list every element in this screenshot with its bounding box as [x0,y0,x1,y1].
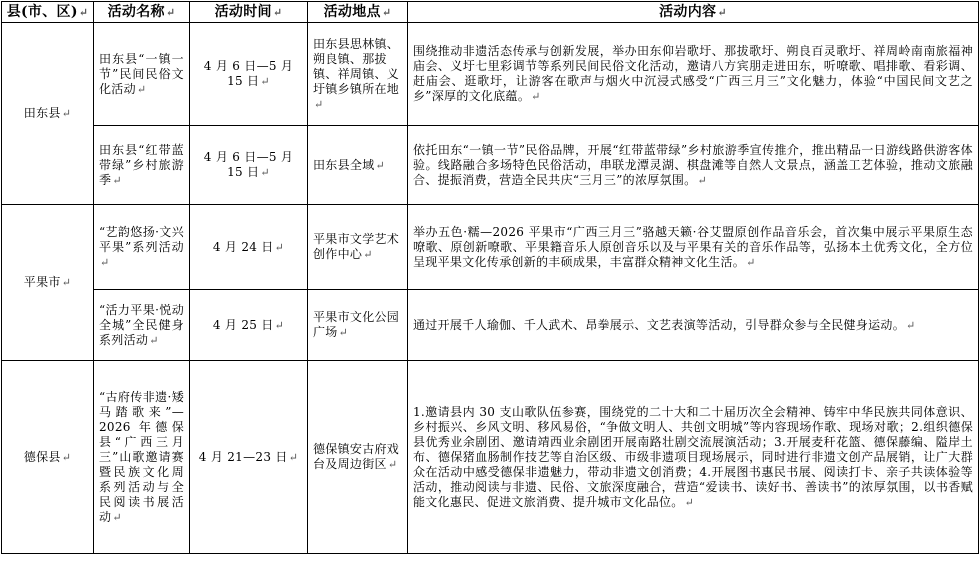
paragraph-mark-icon: ↵ [112,510,122,524]
paragraph-mark-icon: ↵ [375,158,386,172]
activity-place-cell: 田东县思林镇、朔良镇、那拔镇、祥周镇、义圩镇乡镇所在地↵ [308,23,408,126]
paragraph-mark-icon: ↵ [100,255,110,269]
county-cell: 田东县↵ [2,23,94,205]
paragraph-mark-icon: ↵ [260,75,270,88]
paragraph-mark-icon: ↵ [697,173,708,187]
paragraph-mark-icon: ↵ [381,5,392,19]
activity-name-cell: “活力平果·悦动全城”全民健身系列活动↵ [94,290,190,361]
activity-name-cell: “艺韵悠扬·文兴平果”系列活动↵ [94,205,190,290]
paragraph-mark-icon: ↵ [61,107,72,120]
paragraph-mark-icon: ↵ [61,276,72,289]
table-row [2,290,979,361]
paragraph-mark-icon: ↵ [338,326,349,339]
paragraph-mark-icon: ↵ [78,5,89,19]
activity-time-cell: 4 月 25 日↵ [190,290,308,361]
paragraph-mark-icon: ↵ [274,318,285,332]
paragraph-mark-icon: ↵ [363,248,373,261]
activity-content-cell: 围绕推动非遗活态传承与创新发展，举办田东仰岩歌圩、那拔歌圩、朔良百灵歌圩、祥周岭南南旅福神庙会、义圩七里彩调节等系列民间民俗文化活动，邀请八方宾朋走进田东，听嘹歌、唱排歌、看彩调、赶庙会、逛歌圩，让游客在歌声与烟火中沉浸式感受“广西三月三”文化魅力，体验“中国民间文艺之乡”深厚的文化底蕴。↵ [408,23,979,126]
table-row [2,126,979,205]
header-place: 活动地点↵ [308,2,408,23]
paragraph-mark-icon: ↵ [260,166,270,179]
paragraph-mark-icon: ↵ [717,5,727,19]
paragraph-mark-icon: ↵ [684,495,695,509]
paragraph-mark-icon: ↵ [274,240,285,254]
paragraph-mark-icon: ↵ [136,82,147,96]
activity-name-cell: 田东县“红带蓝带绿”乡村旅游季↵ [94,126,190,205]
header-content: 活动内容↵ [408,2,979,23]
table-row [2,361,979,554]
activity-time-cell: 4 月 6 日—5 月 15 日↵ [190,23,308,126]
paragraph-mark-icon: ↵ [272,5,283,19]
paragraph-mark-icon: ↵ [165,5,176,19]
activity-place-cell: 德保镇安古府戏台及周边街区↵ [308,361,408,554]
paragraph-mark-icon: ↵ [149,333,159,347]
paragraph-mark-icon: ↵ [288,450,299,464]
activity-content-cell: 通过开展千人瑜伽、千人武术、昂拳展示、文艺表演等活动，引导群众参与全民健身运动。↵ [408,290,979,361]
activity-place-cell: 田东县全域↵ [308,126,408,205]
county-cell: 平果市↵ [2,205,94,361]
paragraph-mark-icon: ↵ [906,318,916,332]
activity-time-cell: 4 月 6 日—5 月 15 日↵ [190,126,308,205]
paragraph-mark-icon: ↵ [61,450,72,464]
paragraph-mark-icon: ↵ [746,255,756,269]
activity-time-cell: 4 月 24 日↵ [190,205,308,290]
table-row [2,23,979,126]
activity-content-cell: 举办五色·糯—2026 平果市“广西三月三”骆越天籁·谷艾盟原创作品音乐会，首次集中展示平果原生态嘹歌、原创新嘹歌、平果籍音乐人原创音乐以及与平果有关的音乐作品等，弘扬本土优秀文化，全方位呈现平果文化传承创新的丰硕成果，丰富群众精神文化生活。↵ [408,205,979,290]
activity-place-cell: 平果市文学艺术创作中心↵ [308,205,408,290]
activity-content-cell: 依托田东“一镇一节”民俗品牌，开展“红带蓝带绿”乡村旅游季宣传推介，推出精品一日游线路供游客体验。线路融合多场特色民俗活动，串联龙潭灵湖、棋盘滩等自然人文景点，涵盖工艺体验，推动文旅融合、提振消费，营造全民共庆“三月三”的浓厚氛围。↵ [408,126,979,205]
header-name: 活动名称↵ [94,2,190,23]
activity-place-cell: 平果市文化公园广场↵ [308,290,408,361]
table-header-row [2,2,979,23]
header-time: 活动时间↵ [190,2,308,23]
county-cell: 德保县↵ [2,361,94,554]
paragraph-mark-icon: ↵ [531,90,541,103]
activity-time-cell: 4 月 21—23 日↵ [190,361,308,554]
events-table [1,1,979,554]
header-county: 县(市、区)↵ [2,2,94,23]
paragraph-mark-icon: ↵ [314,97,324,111]
activity-name-cell: “古府传非遗·矮马踏歌来”—2026 年德保县“广西三月三”山歌邀请赛暨民族文化周系列活动与全民阅读书展活动↵ [94,361,190,554]
table-row [2,205,979,290]
paragraph-mark-icon: ↵ [112,173,122,187]
activity-content-cell: 1.邀请县内 30 支山歌队伍参赛，围绕党的二十大和二十届历次全会精神、铸牢中华民族共同体意识、乡村振兴、乡风文明、移风易俗，“争做文明人、共创文明城”等内容现场作歌、现场对歌；2.组织德保县优秀业余剧团、邀请靖西业余剧团开展南路壮剧交流展演活动；3.开展麦秆花篮、德保藤编、隘岸土布、德保猪血肠制作技艺等自治区级、市级非遗项目现场展示，同时进行非遗文创产品展销，让广大群众在活动中感受德保非遗魅力，带动非遗文创消费；4.开展图书惠民书展、阅读打卡、亲子共读体验等活动，推动阅读与非遗、民俗、文旅深度融合，营造“爱读书、读好书、善读书”的浓厚氛围，以书香赋能文化惠民、促进文旅消费、提升城市文化品位。↵ [408,361,979,554]
paragraph-mark-icon: ↵ [387,458,398,471]
activity-name-cell: 田东县“一镇一节”民间民俗文化活动↵ [94,23,190,126]
